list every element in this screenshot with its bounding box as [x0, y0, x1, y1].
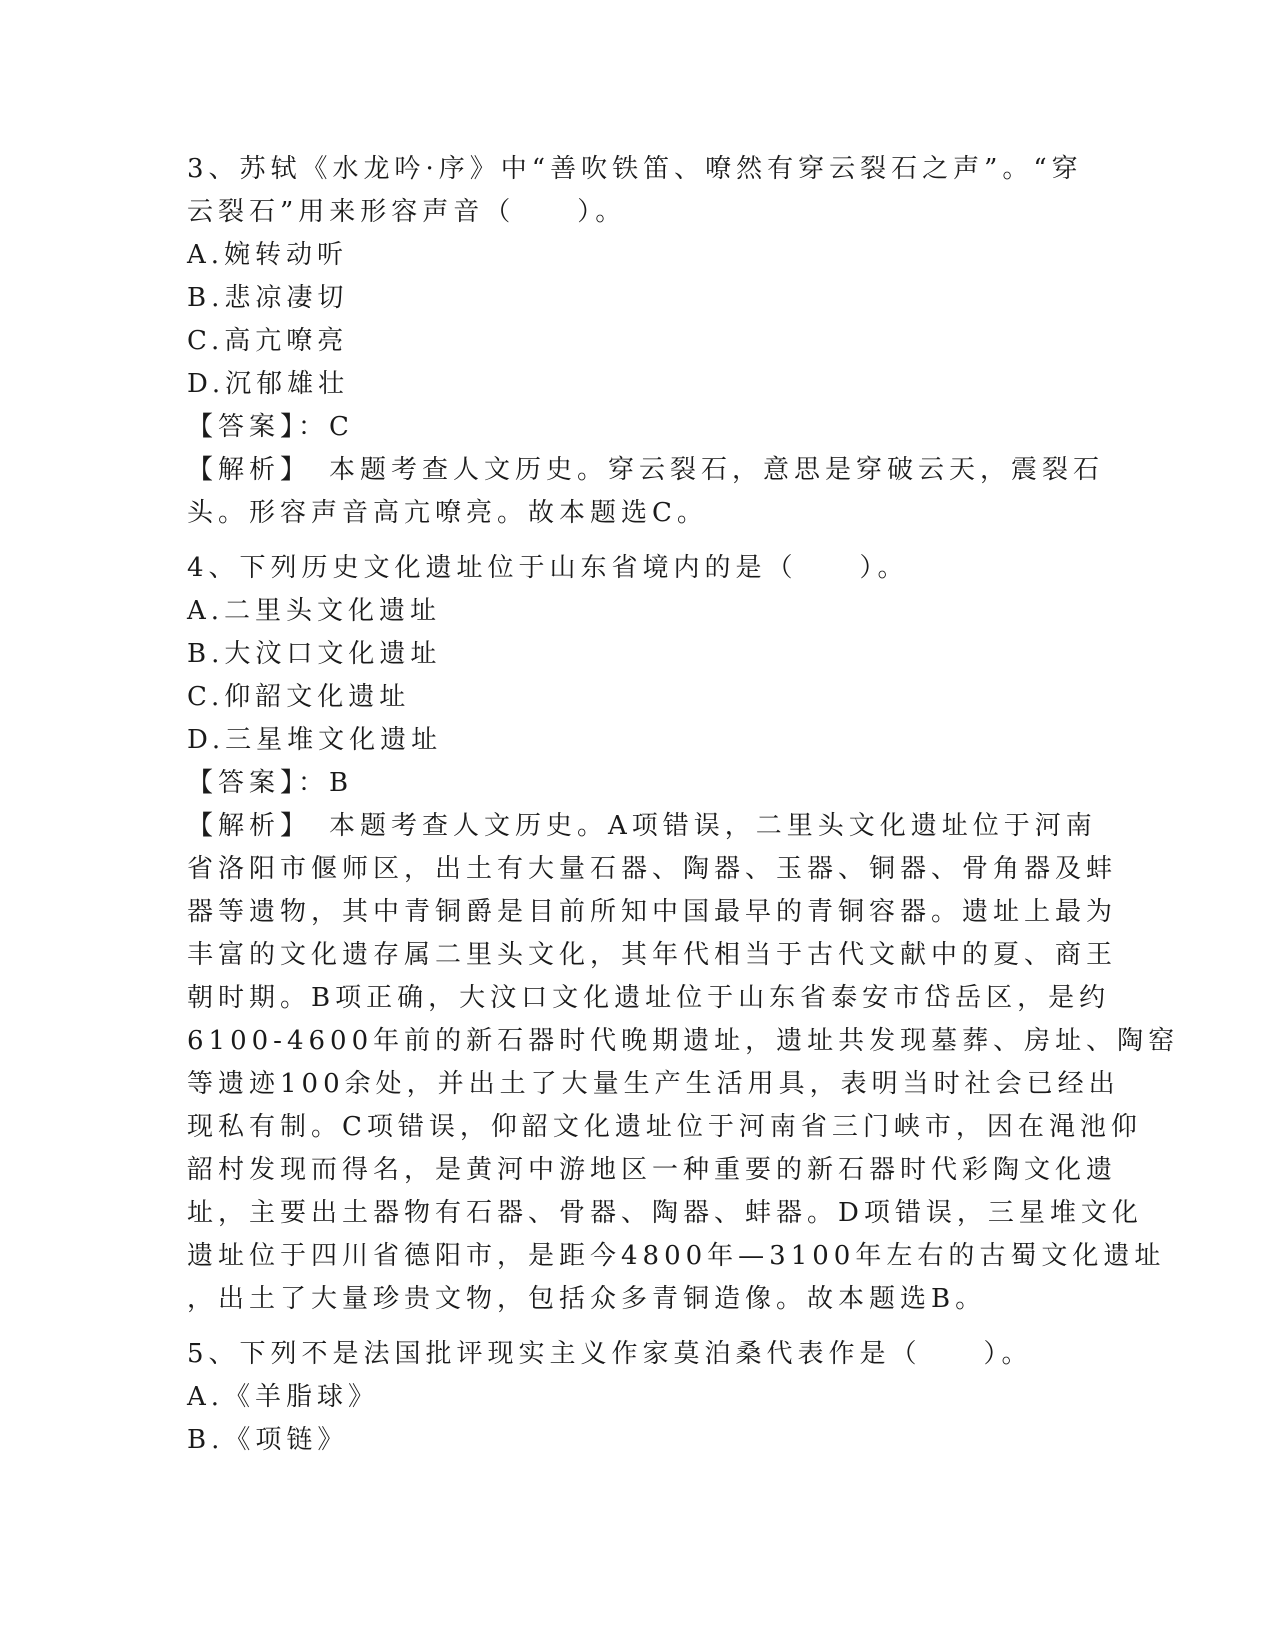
- option-c: C.高亢嘹亮: [187, 326, 349, 356]
- option-d: D.沉郁雄壮: [187, 369, 350, 399]
- analysis-line: 省洛阳市偃师区，出土有大量石器、陶器、玉器、铜器、骨角器及蚌: [187, 854, 1118, 884]
- option-c: C.仰韶文化遗址: [187, 682, 411, 712]
- analysis-line: 丰富的文化遗存属二里头文化，其年代相当于古代文献中的夏、商王: [187, 940, 1118, 970]
- option-b: B.悲凉凄切: [187, 283, 349, 313]
- analysis-line: 6100-4600年前的新石器时代晚期遗址，遗址共发现墓葬、房址、陶窑: [187, 1026, 1180, 1056]
- answer-line: 【答案】：B: [187, 768, 354, 798]
- option-b: B.《项链》: [187, 1425, 349, 1455]
- question-stem-line: 3、苏轼《水龙吟·序》中“善吹铁笛、嘹然有穿云裂石之声”。“穿: [187, 154, 1083, 184]
- question-3: [187, 148, 1105, 535]
- analysis-line: 【解析】 本题考查人文历史。A项错误，二里头文化遗址位于河南: [187, 811, 1097, 841]
- analysis-line: 址，主要出土器物有石器、骨器、陶器、蚌器。D项错误，三星堆文化: [187, 1198, 1143, 1228]
- option-a: A.婉转动听: [187, 240, 349, 270]
- analysis-line: 朝时期。B项正确，大汶口文化遗址位于山东省泰安市岱岳区，是约: [187, 983, 1111, 1013]
- analysis-line: 韶村发现而得名，是黄河中游地区一种重要的新石器时代彩陶文化遗: [187, 1155, 1118, 1185]
- question-5: [187, 1333, 1087, 1462]
- question-stem-line: 云裂石”用来形容声音（ ）。: [187, 197, 627, 227]
- answer-line: 【答案】：C: [187, 412, 354, 442]
- option-d: D.三星堆文化遗址: [187, 725, 443, 755]
- document-page: [187, 148, 1180, 1462]
- option-a: A.二里头文化遗址: [187, 596, 442, 626]
- question-4: [187, 547, 1180, 1321]
- question-stem-line: 5、下列不是法国批评现实主义作家莫泊桑代表作是（ ）。: [187, 1339, 1033, 1369]
- analysis-line: 等遗迹100余处，并出土了大量生产生活用具，表明当时社会已经出: [187, 1069, 1120, 1099]
- option-b: B.大汶口文化遗址: [187, 639, 442, 669]
- analysis-line: 头。形容声音高亢嘹亮。故本题选C。: [187, 498, 708, 528]
- analysis-line: ，出土了大量珍贵文物，包括众多青铜造像。故本题选B。: [187, 1284, 987, 1314]
- analysis-line: 遗址位于四川省德阳市，是距今4800年—3100年左右的古蜀文化遗址: [187, 1241, 1166, 1271]
- question-stem-line: 4、下列历史文化遗址位于山东省境内的是（ ）。: [187, 553, 909, 583]
- analysis-line: 【解析】 本题考查人文历史。穿云裂石，意思是穿破云天，震裂石: [187, 455, 1105, 485]
- option-a: A.《羊脂球》: [187, 1382, 380, 1412]
- analysis-line: 现私有制。C项错误，仰韶文化遗址位于河南省三门峡市，因在渑池仰: [187, 1112, 1142, 1142]
- analysis-line: 器等遗物，其中青铜爵是目前所知中国最早的青铜容器。遗址上最为: [187, 897, 1118, 927]
